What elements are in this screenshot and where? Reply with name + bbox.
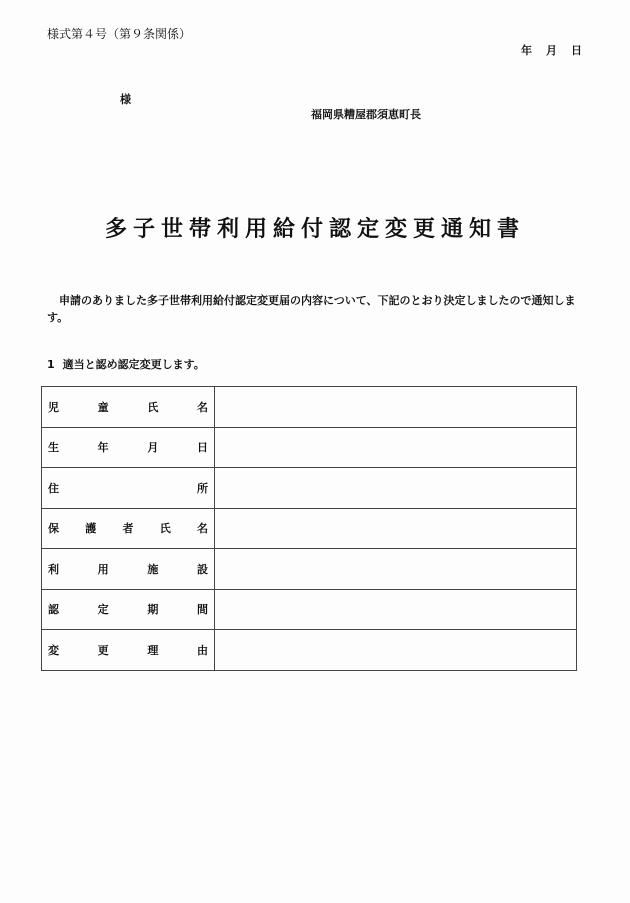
row-label-char: 月 <box>147 441 159 455</box>
row-label-char: 氏 <box>159 522 171 536</box>
body-paragraph: 申請のありました多子世帯利用給付認定変更届の内容について、下記のとおり決定しましたので通知します。 <box>47 294 576 324</box>
row-label-char: 用 <box>97 562 109 576</box>
row-label <box>42 601 214 617</box>
row-label <box>42 480 214 496</box>
section-heading-text: 適当と認め認定変更します。 <box>62 358 205 371</box>
row-label-char: 氏 <box>147 400 159 414</box>
row-label-char: 施 <box>147 562 159 576</box>
row-label-cell <box>42 387 215 428</box>
row-label-char: 変 <box>48 643 59 657</box>
row-label-char: 設 <box>196 562 208 576</box>
row-label-char: 更 <box>97 643 109 657</box>
row-label-char: 日 <box>196 441 208 455</box>
row-label-cell <box>42 427 215 468</box>
row-label <box>42 520 214 536</box>
row-label-cell <box>42 468 215 509</box>
row-label-char: 定 <box>97 603 109 617</box>
row-label-cell <box>42 508 215 549</box>
row-value-field[interactable] <box>215 549 577 590</box>
date-month-label: 月 <box>546 44 557 57</box>
row-label-char: 理 <box>147 643 159 657</box>
table-row <box>42 630 577 671</box>
row-label-char: 認 <box>48 603 59 617</box>
row-label-char: 年 <box>97 441 109 455</box>
row-label-char: 童 <box>97 400 109 414</box>
row-label-char: 所 <box>197 481 208 495</box>
section-number: 1 <box>47 358 55 371</box>
document-title: 多子世帯利用給付認定変更通知書 <box>104 217 525 242</box>
section-heading <box>47 356 205 372</box>
row-value-field[interactable] <box>215 468 577 509</box>
row-value-field[interactable] <box>215 589 577 630</box>
row-label-cell <box>42 589 215 630</box>
row-label <box>42 642 214 658</box>
table-row <box>42 508 577 549</box>
row-label-char: 名 <box>197 522 208 536</box>
table-row <box>42 549 577 590</box>
row-value-field[interactable] <box>215 387 577 428</box>
row-label <box>42 399 214 415</box>
date-line <box>521 42 582 58</box>
row-value-field[interactable] <box>215 630 577 671</box>
table-row <box>42 589 577 630</box>
info-table-body <box>42 387 577 671</box>
row-label-char: 生 <box>48 441 59 455</box>
issuer-name: 福岡県糟屋郡須恵町長 <box>311 108 421 121</box>
table-row <box>42 387 577 428</box>
row-label-char: 護 <box>85 522 97 536</box>
row-label-char: 児 <box>48 400 59 414</box>
row-label-char: 利 <box>48 562 59 576</box>
row-label-char: 間 <box>196 603 208 617</box>
row-label-char: 者 <box>122 522 134 536</box>
row-label-char: 保 <box>48 522 59 536</box>
row-label-cell <box>42 549 215 590</box>
row-value-field[interactable] <box>215 508 577 549</box>
addressee-suffix: 様 <box>120 93 131 106</box>
row-label-char: 期 <box>147 603 159 617</box>
date-year-label: 年 <box>521 44 532 57</box>
info-table <box>41 386 577 671</box>
row-label-cell <box>42 630 215 671</box>
row-label <box>42 439 214 455</box>
table-row <box>42 468 577 509</box>
row-label-char: 住 <box>48 481 59 495</box>
row-label <box>42 561 214 577</box>
row-value-field[interactable] <box>215 427 577 468</box>
row-label-char: 由 <box>196 643 208 657</box>
date-day-label: 日 <box>571 44 582 57</box>
row-label-char: 名 <box>196 400 208 414</box>
form-number: 様式第４号（第９条関係） <box>47 27 192 41</box>
table-row <box>42 427 577 468</box>
